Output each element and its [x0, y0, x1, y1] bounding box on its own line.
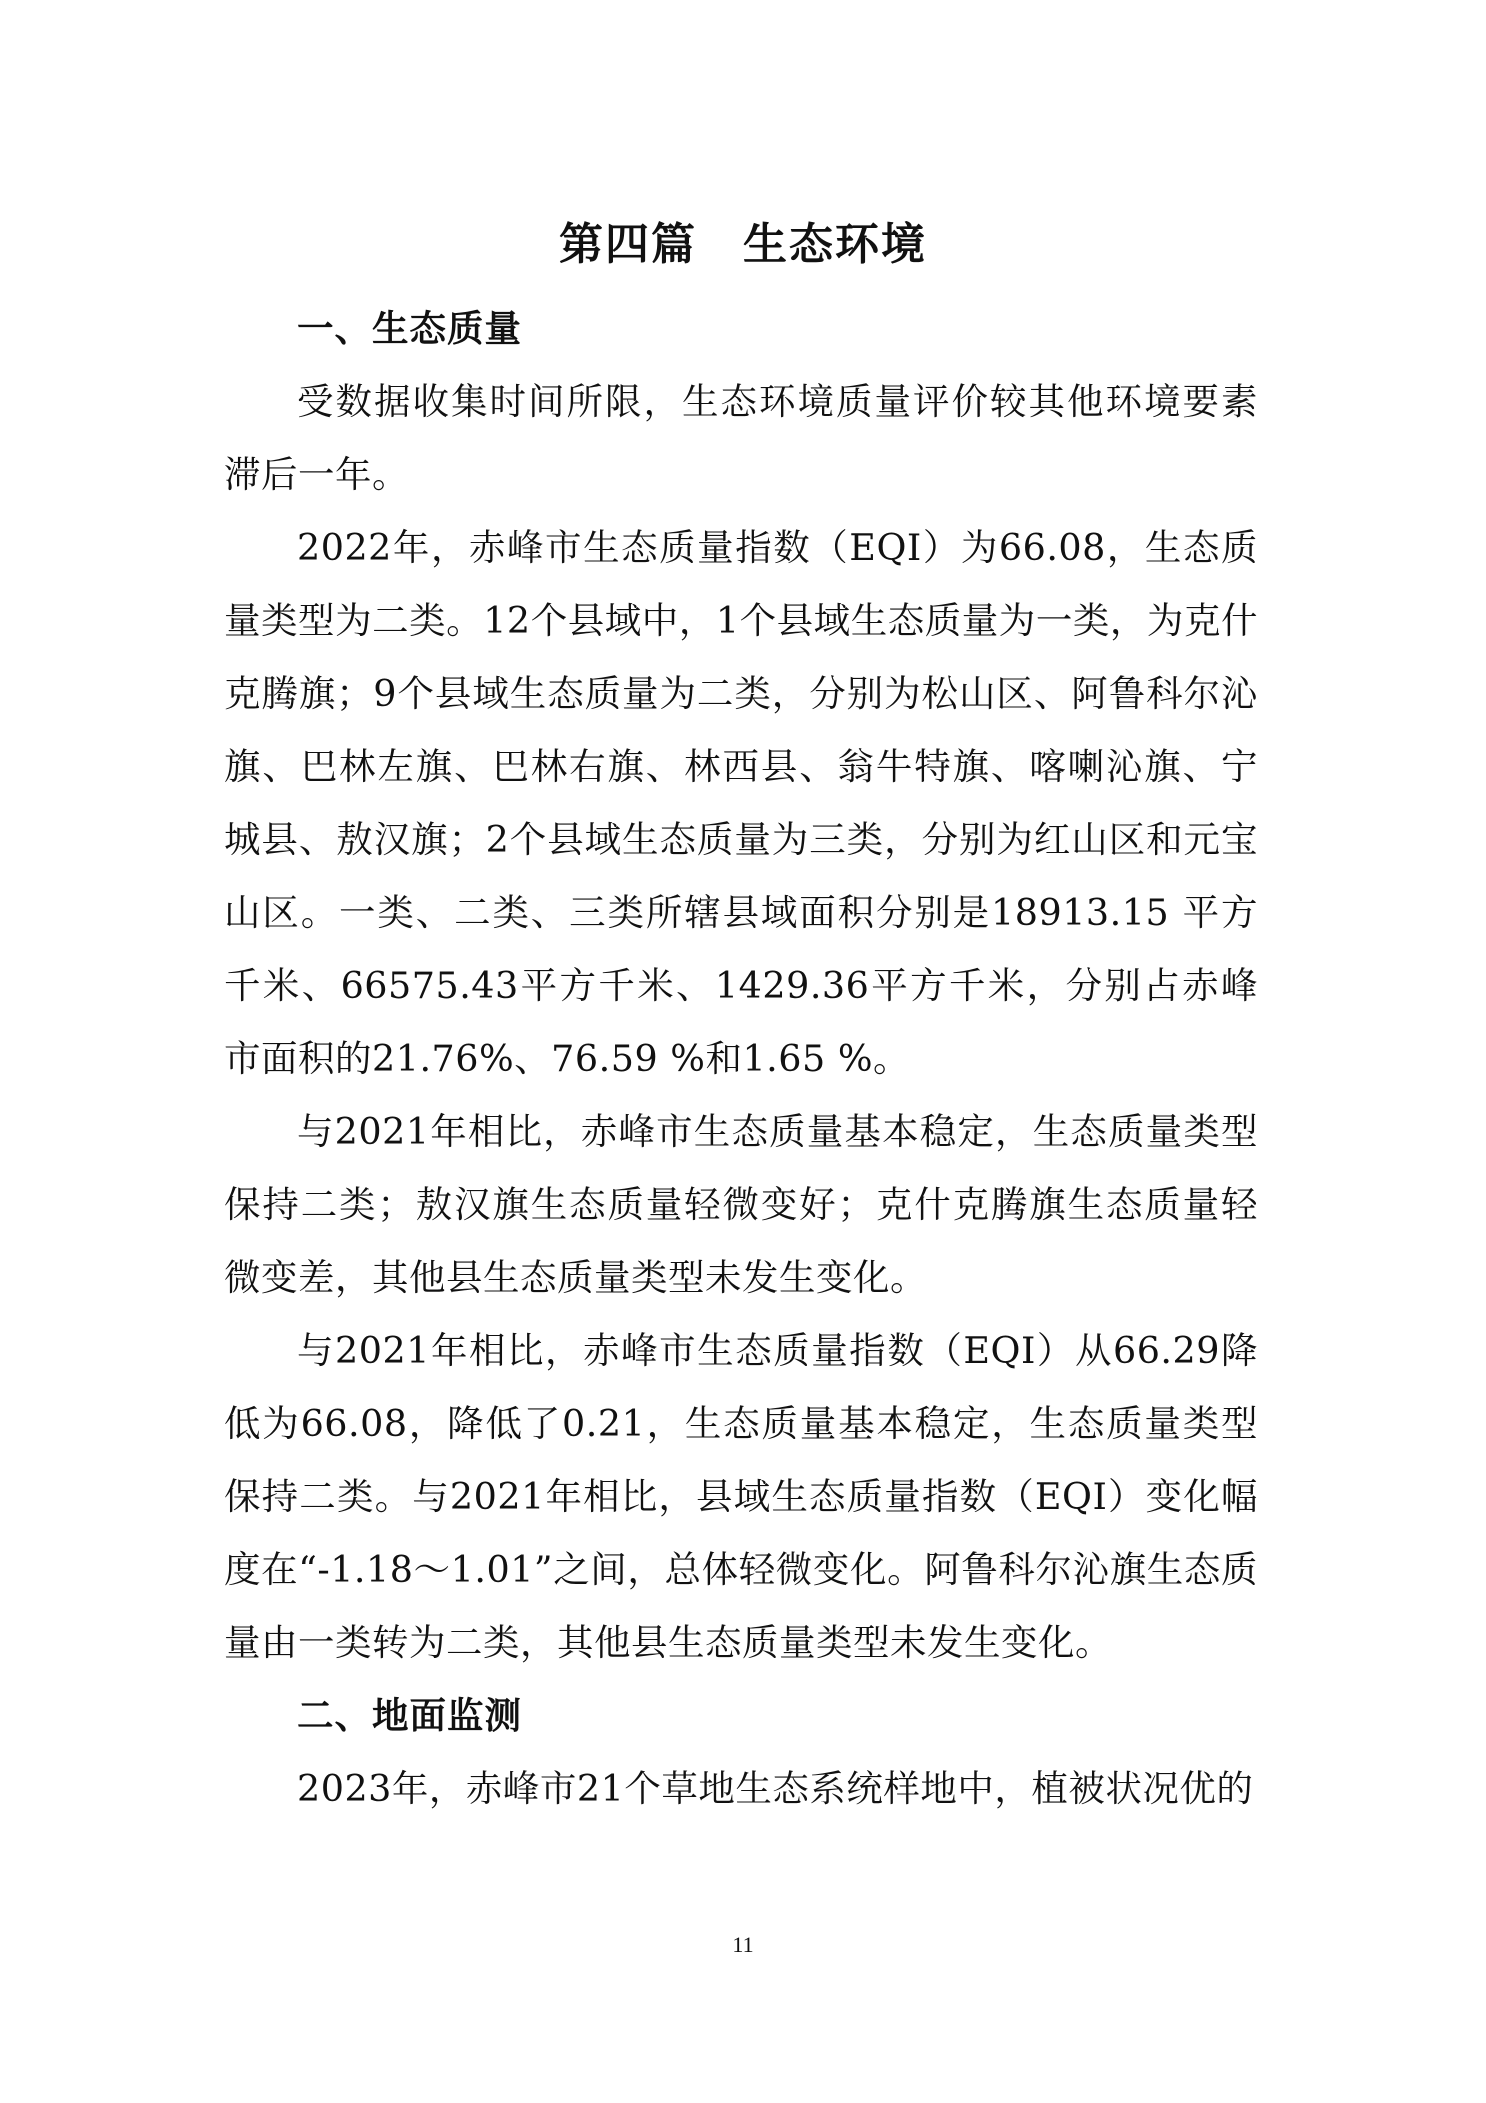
- section-heading-ecological-quality: 一、生态质量: [297, 307, 522, 350]
- section-heading-ground-monitoring: 二、地面监测: [297, 1694, 522, 1737]
- page-title: 第四篇 生态环境: [559, 219, 927, 270]
- paragraph: 受数据收集时间所限，生态环境质量评价较其他环境要素滞后一年。: [224, 380, 1258, 496]
- paragraph: 与2021年相比，赤峰市生态质量基本稳定，生态质量类型保持二类；敖汉旗生态质量轻微变好；克什克腾旗生态质量轻微变差，其他县生态质量类型未发生变化。: [224, 1110, 1258, 1299]
- body-text: [224, 292, 1258, 1825]
- page-number: 11: [732, 1932, 754, 1957]
- paragraph: 2023年，赤峰市21个草地生态系统样地中，植被状况优的: [297, 1767, 1254, 1810]
- paragraph: 2022年，赤峰市生态质量指数（EQI）为66.08，生态质量类型为二类。12个县域中，1个县域生态质量为一类，为克什克腾旗；9个县域生态质量为二类，分别为松山区、阿鲁科尔沁旗、巴林左旗、巴林右旗、林西县、翁牛特旗、喀喇沁旗、宁城县、敖汉旗；2个县域生态质量为三类，分别为红山区和元宝山区。一类、二类、三类所辖县域面积分别是18913.15 平方千米、66575.43平方千米、1429.36平方千米，分别占赤峰市面积的21.76%、76.59 %和1.65 %。: [224, 526, 1258, 1080]
- paragraph: 与2021年相比，赤峰市生态质量指数（EQI）从66.29降低为66.08，降低了0.21，生态质量基本稳定，生态质量类型保持二类。与2021年相比，县域生态质量指数（EQI）变化幅度在“-1.18～1.01”之间，总体轻微变化。阿鲁科尔沁旗生态质量由一类转为二类，其他县生态质量类型未发生变化。: [224, 1329, 1258, 1664]
